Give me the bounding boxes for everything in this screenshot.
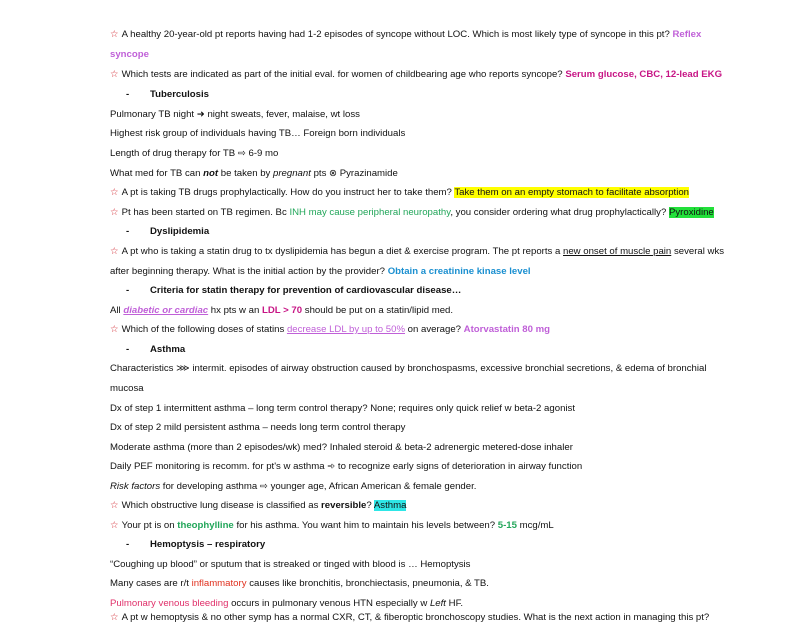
note-line: Highest risk group of individuals having TB… Foreign born individuals bbox=[110, 128, 406, 139]
bullet-dash: - bbox=[126, 285, 130, 296]
note-line: mucosa bbox=[110, 383, 144, 394]
question-theophylline: ☆ Your pt is on theophylline for his asthma. You want him to maintain his levels between? 5-15 mcg/mL bbox=[110, 520, 554, 531]
question-hemoptysis-management: ☆ A pt w hemoptysis & no other symp has a normal CXR, CT, & fiberoptic bronchoscopy studies. What is the next action in managing this pt? bbox=[110, 612, 710, 623]
section-heading-tuberculosis: - Tuberculosis bbox=[110, 89, 710, 101]
bullet-dash: - bbox=[126, 89, 130, 100]
question-inh-neuropathy: ☆ Pt has been started on TB regimen. Bc INH may cause peripheral neuropathy, you consider ordering what drug prophylactically? Pyroxidine bbox=[110, 207, 714, 218]
note-line: Dx of step 1 intermittent asthma – long term control therapy? None; requires only quick relief w beta-2 agonist bbox=[110, 403, 575, 414]
section-heading-asthma: - Asthma bbox=[110, 344, 710, 356]
note-line: What med for TB can not be taken by pregnant pts ⊗ Pyrazinamide bbox=[110, 168, 398, 179]
note-line: Pulmonary venous bleeding occurs in pulmonary venous HTN especially w Left HF. bbox=[110, 598, 464, 609]
note-line: Characteristics ⋙ intermit. episodes of airway obstruction caused by bronchospasms, excessive bronchial secretions, & edema of bronchial bbox=[110, 363, 707, 374]
star-icon: ☆ bbox=[110, 69, 119, 80]
question-syncope-tests: ☆ Which tests are indicated as part of the initial eval. for women of childbearing age who reports syncope? Serum glucose, CBC, 12-lead EKG bbox=[110, 69, 723, 80]
note-line: Dx of step 2 mild persistent asthma – needs long term control therapy bbox=[110, 422, 406, 433]
star-icon: ☆ bbox=[110, 324, 119, 335]
bullet-dash: - bbox=[126, 344, 130, 355]
note-line: Risk factors for developing asthma ⇨ younger age, African American & female gender. bbox=[110, 481, 477, 492]
star-icon: ☆ bbox=[110, 612, 119, 623]
star-icon: ☆ bbox=[110, 29, 119, 40]
question-statin-dose: ☆ Which of the following doses of statins decrease LDL by up to 50% on average? Atorvastatin 80 mg bbox=[110, 324, 551, 335]
section-heading-dyslipidemia: - Dyslipidemia bbox=[110, 226, 710, 238]
note-line: Pulmonary TB night ➜ night sweats, fever, malaise, wt loss bbox=[110, 109, 360, 120]
note-line: Length of drug therapy for TB ⇨ 6-9 mo bbox=[110, 148, 279, 159]
star-icon: ☆ bbox=[110, 207, 119, 218]
note-line: All diabetic or cardiac hx pts w an LDL > 70 should be put on a statin/lipid med. bbox=[110, 305, 454, 316]
question-statin-muscle-pain: ☆ A pt who is taking a statin drug to tx dyslipidemia has begun a diet & exercise program. The pt reports a new onset of muscle pain several wks bbox=[110, 246, 725, 257]
note-line: Moderate asthma (more than 2 episodes/wk) med? Inhaled steroid & beta-2 adrenergic metered-dose inhaler bbox=[110, 442, 573, 453]
star-icon: ☆ bbox=[110, 246, 119, 257]
answer-continuation: syncope bbox=[110, 49, 149, 60]
note-line: Many cases are r/t inflammatory causes like bronchitis, bronchiectasis, pneumonia, & TB. bbox=[110, 578, 489, 589]
section-heading-hemoptysis: - Hemoptysis – respiratory bbox=[110, 539, 710, 551]
bullet-dash: - bbox=[126, 226, 130, 237]
note-line: Daily PEF monitoring is recomm. for pt's w asthma ➾ to recognize early signs of deterioration in airway function bbox=[110, 461, 583, 472]
question-obstructive-disease: ☆ Which obstructive lung disease is classified as reversible? Asthma bbox=[110, 500, 407, 511]
question-continuation: after beginning therapy. What is the initial action by the provider? Obtain a creatinine kinase level bbox=[110, 266, 531, 277]
star-icon: ☆ bbox=[110, 500, 119, 511]
star-icon: ☆ bbox=[110, 520, 119, 531]
section-heading-statin-criteria: - Criteria for statin therapy for prevention of cardiovascular disease… bbox=[110, 285, 710, 297]
question-tb-prophylaxis: ☆ A pt is taking TB drugs prophylactically. How do you instruct her to take them? Take them on an empty stomach to facilitate absorption bbox=[110, 187, 690, 198]
note-line: “Coughing up blood” or sputum that is streaked or tinged with blood is … Hemoptysis bbox=[110, 559, 471, 570]
question-syncope-type: ☆ A healthy 20-year-old pt reports having had 1-2 episodes of syncope without LOC. Which is most likely type of syncope in this pt? Reflex bbox=[110, 29, 702, 40]
bullet-dash: - bbox=[126, 539, 130, 550]
star-icon: ☆ bbox=[110, 187, 119, 198]
